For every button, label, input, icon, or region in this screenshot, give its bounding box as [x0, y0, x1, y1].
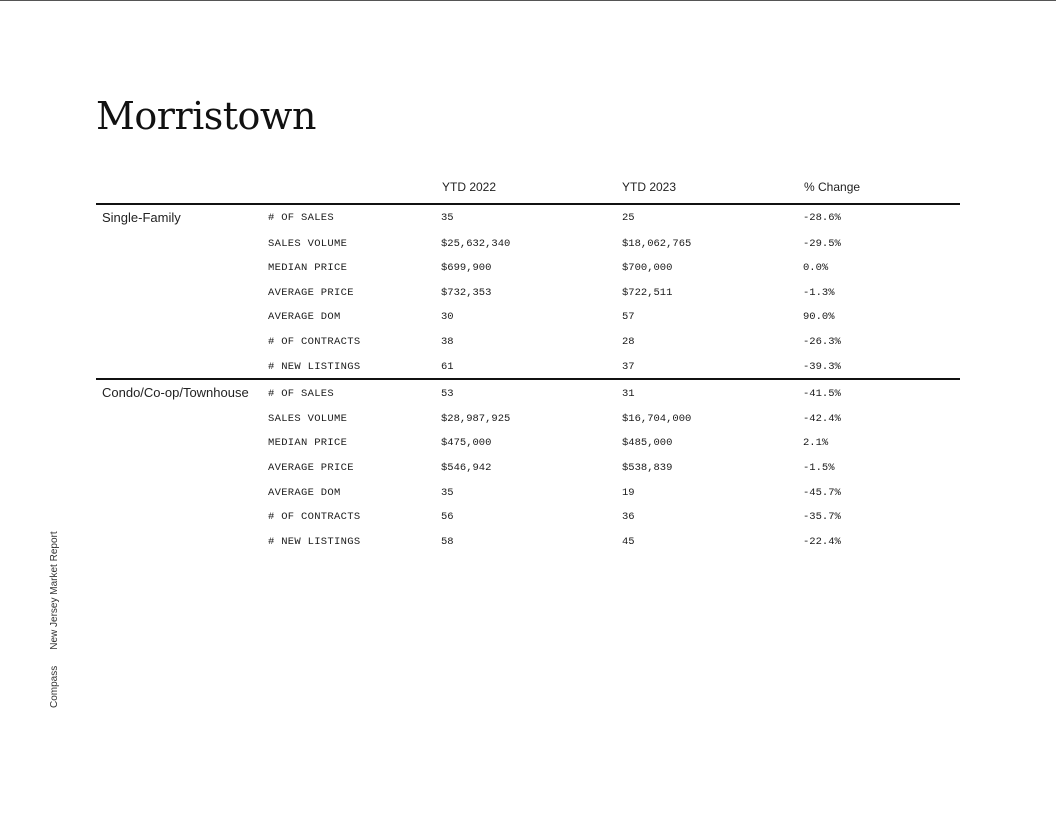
- group-divider: [96, 378, 960, 380]
- value-ytd-2023: 45: [622, 536, 635, 548]
- table-row: [96, 234, 960, 254]
- value-change: 2.1%: [803, 437, 829, 449]
- table-row: [96, 307, 960, 327]
- value-change: -29.5%: [803, 238, 841, 250]
- metric-label: AVERAGE PRICE: [268, 287, 354, 299]
- value-ytd-2022: 30: [441, 311, 454, 323]
- value-ytd-2022: $699,900: [441, 262, 492, 274]
- value-ytd-2023: 25: [622, 212, 635, 224]
- value-ytd-2022: $475,000: [441, 437, 492, 449]
- value-ytd-2022: 56: [441, 511, 454, 523]
- value-change: -1.5%: [803, 462, 835, 474]
- table-row: [96, 357, 960, 377]
- value-ytd-2022: $28,987,925: [441, 413, 511, 425]
- value-change: -39.3%: [803, 361, 841, 373]
- metric-label: # NEW LISTINGS: [268, 536, 361, 548]
- value-ytd-2022: $546,942: [441, 462, 492, 474]
- value-ytd-2022: 53: [441, 388, 454, 400]
- metric-label: # OF CONTRACTS: [268, 336, 361, 348]
- table-row: [96, 384, 960, 404]
- value-change: -41.5%: [803, 388, 841, 400]
- value-ytd-2023: 36: [622, 511, 635, 523]
- metric-label: # OF SALES: [268, 212, 335, 224]
- page-title: Morristown: [96, 94, 316, 138]
- value-change: -28.6%: [803, 212, 841, 224]
- value-change: -22.4%: [803, 536, 841, 548]
- value-change: 90.0%: [803, 311, 835, 323]
- metric-label: # NEW LISTINGS: [268, 361, 361, 373]
- table-row: [96, 433, 960, 453]
- value-change: -35.7%: [803, 511, 841, 523]
- value-ytd-2022: 38: [441, 336, 454, 348]
- group-label-condo: Condo/Co-op/Townhouse: [102, 385, 249, 400]
- metric-label: # OF CONTRACTS: [268, 511, 361, 523]
- footer-report-name: New Jersey Market Report: [49, 531, 60, 650]
- metric-label: MEDIAN PRICE: [268, 437, 348, 449]
- value-ytd-2023: $16,704,000: [622, 413, 692, 425]
- side-footer: [49, 531, 60, 708]
- value-change: 0.0%: [803, 262, 829, 274]
- value-ytd-2022: $732,353: [441, 287, 492, 299]
- value-ytd-2022: 35: [441, 212, 454, 224]
- table-row: [96, 208, 960, 228]
- metric-label: SALES VOLUME: [268, 238, 348, 250]
- value-ytd-2023: 28: [622, 336, 635, 348]
- table-row: [96, 332, 960, 352]
- table-row: [96, 507, 960, 527]
- value-ytd-2023: 19: [622, 487, 635, 499]
- value-ytd-2022: $25,632,340: [441, 238, 511, 250]
- value-ytd-2023: 37: [622, 361, 635, 373]
- footer-brand: Compass: [49, 665, 60, 708]
- metric-label: # OF SALES: [268, 388, 335, 400]
- value-change: -45.7%: [803, 487, 841, 499]
- group-label-single-family: Single-Family: [102, 210, 181, 225]
- metric-label: SALES VOLUME: [268, 413, 348, 425]
- value-ytd-2023: 57: [622, 311, 635, 323]
- value-ytd-2022: 35: [441, 487, 454, 499]
- metric-label: MEDIAN PRICE: [268, 262, 348, 274]
- top-border-line: [0, 0, 1056, 1]
- table-row: [96, 483, 960, 503]
- metric-label: AVERAGE PRICE: [268, 462, 354, 474]
- value-ytd-2023: $700,000: [622, 262, 673, 274]
- metric-label: AVERAGE DOM: [268, 311, 341, 323]
- table-row: [96, 458, 960, 478]
- header-divider: [96, 203, 960, 205]
- value-change: -42.4%: [803, 413, 841, 425]
- column-header-ytd-2022: YTD 2022: [442, 180, 497, 194]
- metric-label: AVERAGE DOM: [268, 487, 341, 499]
- table-header: [96, 179, 960, 204]
- value-ytd-2022: 61: [441, 361, 454, 373]
- table-row: [96, 409, 960, 429]
- column-header-ytd-2023: YTD 2023: [622, 180, 677, 194]
- value-ytd-2023: 31: [622, 388, 635, 400]
- value-ytd-2023: $18,062,765: [622, 238, 692, 250]
- value-ytd-2023: $538,839: [622, 462, 673, 474]
- value-change: -1.3%: [803, 287, 835, 299]
- table-row: [96, 532, 960, 552]
- table-row: [96, 283, 960, 303]
- value-ytd-2023: $485,000: [622, 437, 673, 449]
- value-change: -26.3%: [803, 336, 841, 348]
- table-row: [96, 258, 960, 278]
- value-ytd-2022: 58: [441, 536, 454, 548]
- column-header-change: % Change: [804, 180, 861, 194]
- value-ytd-2023: $722,511: [622, 287, 673, 299]
